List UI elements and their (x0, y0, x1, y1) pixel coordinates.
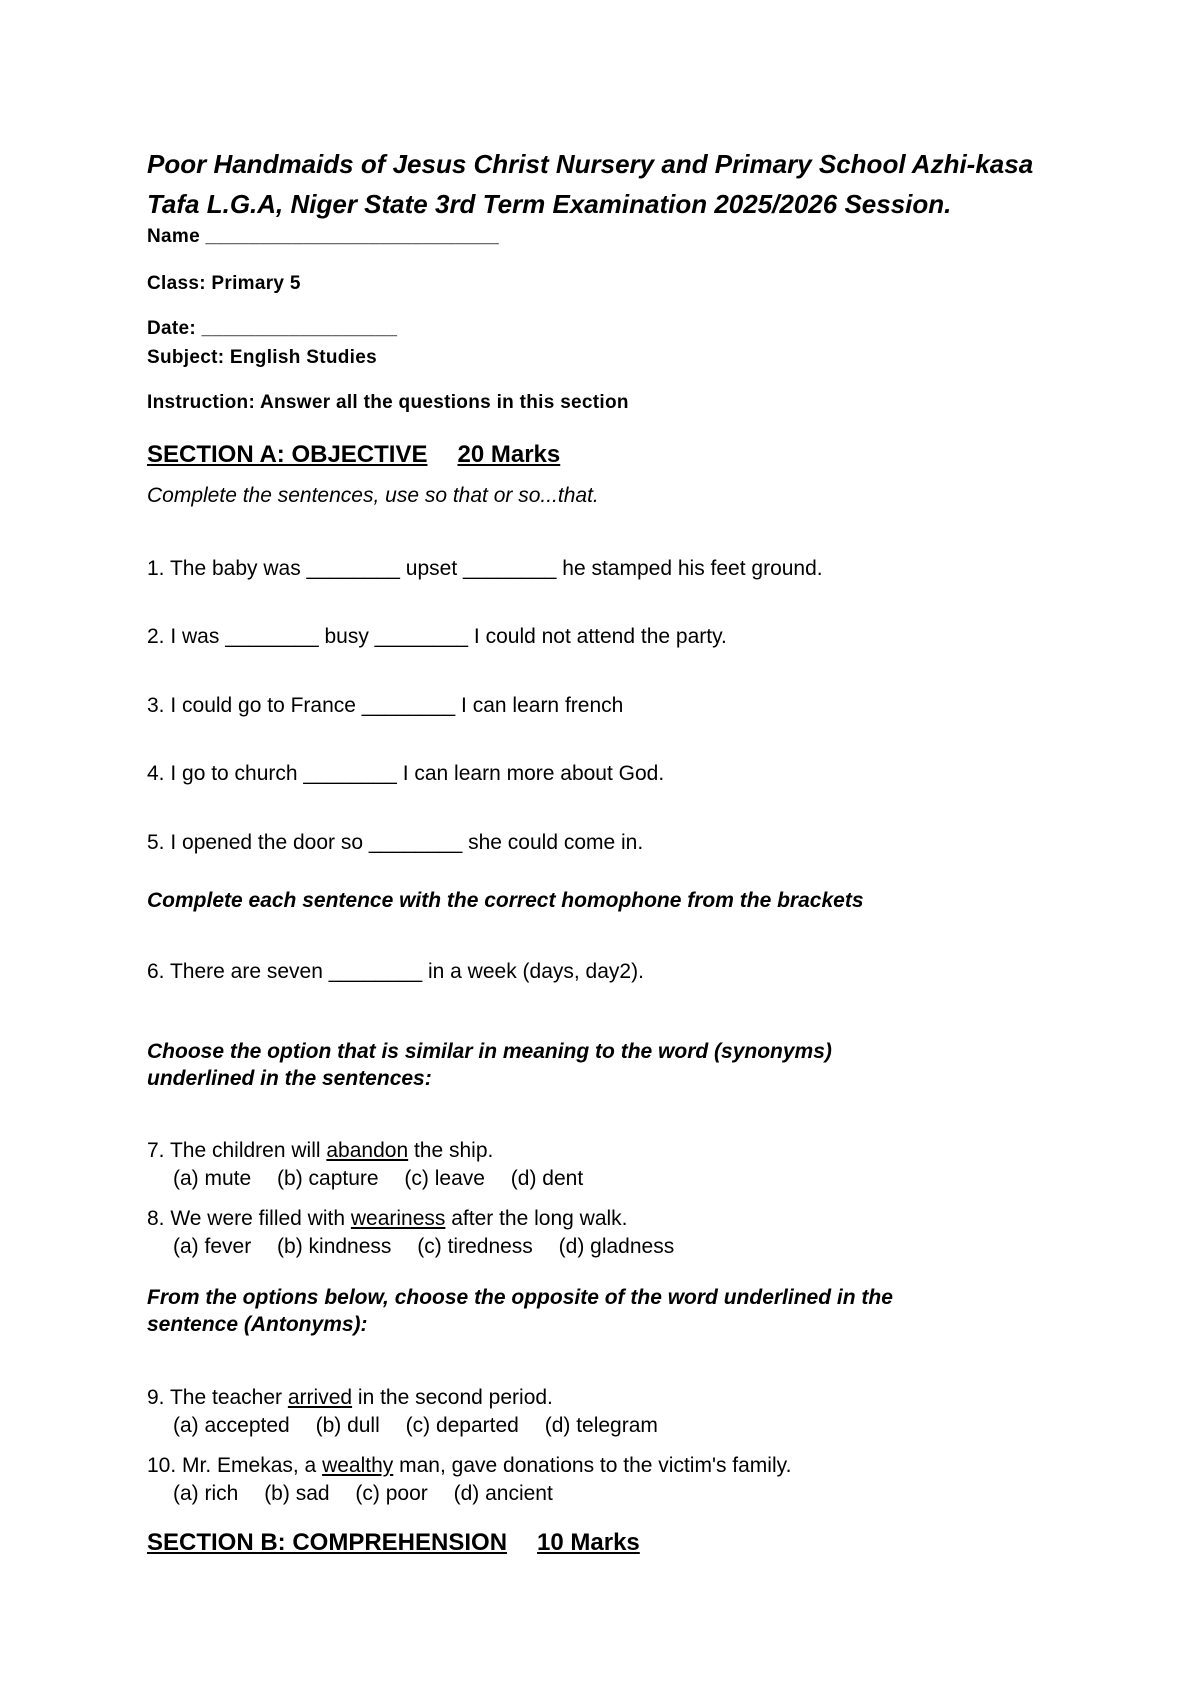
date-field: Date: __________________ (147, 318, 398, 339)
synonym-heading-line-2: underlined in the sentences: (147, 1067, 432, 1090)
option-b: (b) kindness (277, 1235, 392, 1258)
instruction-label: Instruction: Answer all the questions in this section (147, 392, 629, 413)
antonym-heading-line-1: From the options below, choose the opposite of the word underlined in the (147, 1286, 893, 1309)
class-label: Class: Primary 5 (147, 273, 301, 294)
section-a-heading (147, 441, 560, 469)
option-a: (a) fever (173, 1235, 252, 1258)
underlined-word: arrived (287, 1386, 353, 1409)
option-c: (c) departed (405, 1414, 519, 1437)
section-b-marks: 10 Marks (537, 1529, 640, 1556)
question-6: 6. There are seven ________ in a week (days, day2). (147, 960, 644, 983)
question-9-options (173, 1414, 678, 1438)
option-a: (a) accepted (173, 1414, 290, 1437)
school-title-line-2: Tafa L.G.A, Niger State 3rd Term Examination 2025/2026 Session. (147, 189, 952, 219)
question-7-options (173, 1167, 603, 1191)
underlined-word: abandon (326, 1139, 409, 1162)
option-d: (d) dent (510, 1167, 584, 1190)
antonym-heading-line-2: sentence (Antonyms): (147, 1313, 368, 1336)
option-b: (b) sad (264, 1482, 330, 1505)
option-a: (a) mute (173, 1167, 252, 1190)
option-d: (d) gladness (558, 1235, 675, 1258)
question-4: 4. I go to church ________ I can learn more about God. (147, 762, 665, 785)
question-9: 9. The teacher arrived in the second period. (147, 1386, 553, 1409)
section-b-title: SECTION B: COMPREHENSION (147, 1529, 508, 1556)
question-1: 1. The baby was ________ upset ________ he stamped his feet ground. (147, 557, 823, 580)
section-a-title: SECTION A: OBJECTIVE (147, 441, 428, 468)
section-a-subheading: Complete the sentences, use so that or so...that. (147, 484, 599, 507)
question-8: 8. We were filled with weariness after the long walk. (147, 1207, 628, 1230)
option-c: (c) poor (355, 1482, 428, 1505)
option-a: (a) rich (173, 1482, 239, 1505)
question-3: 3. I could go to France ________ I can learn french (147, 694, 624, 717)
name-field: Name ___________________________ (147, 226, 499, 247)
underlined-word: wealthy (322, 1454, 394, 1477)
question-2: 2. I was ________ busy ________ I could not attend the party. (147, 625, 727, 648)
option-c: (c) tiredness (417, 1235, 533, 1258)
homophone-heading: Complete each sentence with the correct homophone from the brackets (147, 889, 864, 912)
option-d: (d) ancient (453, 1482, 553, 1505)
question-8-options (173, 1235, 694, 1259)
question-5: 5. I opened the door so ________ she could come in. (147, 831, 644, 854)
option-b: (b) capture (277, 1167, 379, 1190)
question-10: 10. Mr. Emekas, a wealthy man, gave donations to the victim's family. (147, 1454, 792, 1477)
option-d: (d) telegram (544, 1414, 658, 1437)
school-title-line-1: Poor Handmaids of Jesus Christ Nursery and Primary School Azhi-kasa (147, 149, 1034, 179)
option-c: (c) leave (404, 1167, 485, 1190)
section-a-marks: 20 Marks (457, 441, 561, 468)
synonym-heading-line-1: Choose the option that is similar in meaning to the word (synonyms) (147, 1040, 832, 1063)
question-10-options (173, 1482, 573, 1506)
option-b: (b) dull (315, 1414, 380, 1437)
underlined-word: weariness (350, 1207, 446, 1230)
question-7: 7. The children will abandon the ship. (147, 1139, 494, 1162)
section-b-heading (147, 1529, 640, 1557)
subject-label: Subject: English Studies (147, 347, 377, 368)
